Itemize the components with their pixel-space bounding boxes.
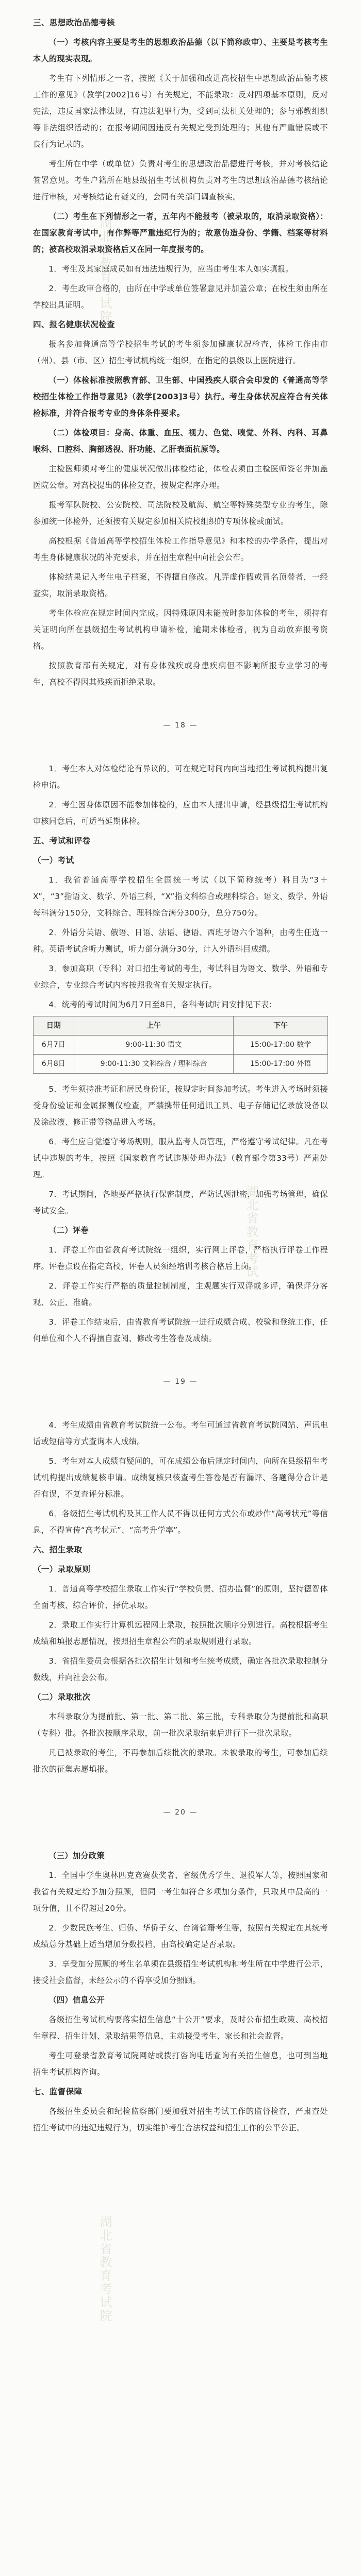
paragraph: 1．我省普通高等学校招生全国统一考试（以下简称统考）科目为“3＋X”，“3”指语文、数学、外语三科，“X”指文科综合或理科综合。语文、数学、外语每科满分150分，文科综合、理科综合满分300分，总分750分。 xyxy=(33,875,328,918)
section-heading: 四、报名健康状况检查 xyxy=(33,320,115,329)
table-header-row xyxy=(34,1016,328,1036)
section-heading: 五、考试和评卷 xyxy=(33,836,91,845)
paragraph: 考生所在中学（或单位）负责对考生的思想政治品德进行考核，并对考核结论签署意见。考生户籍所在地县级招生考试机构负责对考生的思想政治品德考核结论进行审核，对考核结论有疑义的，会同有关部门调查核实。 xyxy=(33,159,328,201)
watermark-left: 湖北省教育考试院 xyxy=(97,216,112,324)
paragraph: 本科录取分为提前批、第一批、第二批、第三批，专科录取分为提前批和高职（专科）批。各批次按顺序录取，前一批次录取结束后进行下一批次录取。 xyxy=(33,1712,328,1738)
table-cell: 9:00-11:30 语文 xyxy=(74,1036,234,1055)
table-row xyxy=(34,1036,328,1055)
table-cell: 6月7日 xyxy=(34,1036,74,1055)
paragraph: 主检医师须对考生的健康状况做出体检结论，体检表须由主检医师签名并加盖医院公章。对高校提出的体检复查，按规定程序办理。 xyxy=(33,464,328,490)
bold-paragraph: （二）考生在下列情形之一者，五年内不能报考（被录取的，取消录取资格）：在国家教育考试中，有作弊等严重违纪行为的；故意伪造身份、学籍、档案等材料的；被高校取消录取资格后又在同一年度报考的。 xyxy=(33,212,328,254)
section-heading: （一）考试 xyxy=(33,856,74,865)
section-heading: （一）录取原则 xyxy=(33,1565,91,1574)
paragraph: 报名参加普通高等学校招生考试的考生须参加健康状况检查，体检工作由市（州）、县（市、区）招生考试机构统一组织，在指定的县级以上医院进行。 xyxy=(33,340,328,365)
paragraph: 4．考生成绩由省教育考试院统一公布。考生可通过省教育考试院网站、声讯电话或短信等方式查询本人成绩。 xyxy=(33,1420,328,1446)
paragraph: 考生可登录省教育考试院网站或拨打咨询电话查询有关招生信息，也可到当地招生考试机构咨询。 xyxy=(33,2051,328,2077)
paragraph: 2．外语分英语、俄语、日语、法语、德语、西班牙语六个语种，由考生任选一种。英语考试含听力测试，听力部分满分30分，计入外语科目成绩。 xyxy=(33,928,328,954)
paragraph: 1．考生本人对体检结论有异议的，可在规定时间内向当地招生考试机构提出复检申请。 xyxy=(33,764,328,790)
bold-paragraph: （一）体检标准按照教育部、卫生部、中国残疾人联合会印发的《普通高等学校招生体检工作指导意见》（教学[2003]3号）执行。考生身体状况应符合有关体检标准，并符合报考专业的身体条件要求。 xyxy=(33,376,328,418)
page-number: — 19 — xyxy=(163,1378,198,1386)
table-row xyxy=(34,1055,328,1074)
paragraph: 6．各级招生考试机构及其工作人员不得以任何方式公布或炒作“高考状元”等信息，不得宣传“高考状元”、“高考升学率”。 xyxy=(33,1509,328,1535)
table-cell: 15:00-17:00 外语 xyxy=(234,1055,328,1074)
paragraph: 考生有下列情形之一者，按照《关于加强和改进高校招生中思想政治品德考核工作的意见》（教学[2002]16号）有关规定，不能录取：反对四项基本原则，反对宪法，违反国家法律法规，有违法犯罪行为，受到司法机关处理的；参与邪教组织等非法组织活动的；在报考期间因违反有关规定受到处理的；其他有严重错误或不良行为记录的。 xyxy=(33,74,328,149)
paragraph: 3．省招生委员会根据各批次招生计划和考生统考成绩，确定各批次录取控制分数线，并向社会公布。 xyxy=(33,1656,328,1682)
paragraph: 凡已被录取的考生，不再参加后续批次的录取。未被录取的考生，可参加后续批次的征集志愿填报。 xyxy=(33,1748,328,1774)
paragraph: 2．少数民族考生、归侨、华侨子女、台湾省籍考生等，按照有关规定在其统考成绩总分基础上适当增加分数投档，由高校确定是否录取。 xyxy=(33,1923,328,1949)
table-header-cell: 上午 xyxy=(74,1016,234,1036)
paragraph: 1．评卷工作由省教育考试院统一组织，实行网上评卷，严格执行评卷工作程序。评卷点设在指定高校，评卷人员须经培训考核合格后上岗。 xyxy=(33,1245,328,1271)
paragraph: 5．考生对本人成绩有疑问的，可在成绩公布后规定时间内，向所在县级招生考试机构提出成绩复核申请。成绩复核只核查考生答卷是否有漏评、各题得分合计是否有误，不复查评分标准。 xyxy=(33,1456,328,1499)
bold-paragraph: （三）加分政策 xyxy=(48,1851,105,1860)
bold-paragraph: （一）考核内容主要是考生的思想政治品德（以下简称政审）、主要是考核考生本人的现实表现。 xyxy=(33,38,328,63)
exam-schedule-table xyxy=(33,1016,328,1074)
paragraph: 体检结果记入考生电子档案，不得擅自修改。凡弄虚作假或冒名顶替者，一经查实，取消录取资格。 xyxy=(33,572,328,598)
section-heading: （二）录取批次 xyxy=(33,1692,91,1702)
paragraph: 2．考生政审合格的，由所在中学或单位签署意见并加盖公章；在校生须由所在学校出具证明。 xyxy=(33,284,328,310)
section-heading: 三、思想政治品德考核 xyxy=(33,18,115,27)
paragraph: 6．考生应自觉遵守考场规则，服从监考人员管理，严格遵守考试纪律。凡在考试中违规的考生，按照《国家教育考试违规处理办法》（教育部令第33号）严肃处理。 xyxy=(33,1137,328,1179)
table-cell: 15:00-17:00 数学 xyxy=(234,1036,328,1055)
paragraph: 3．参加高职（专科）对口招生考试的考生，考试科目为语文、数学、外语和专业综合，专业综合考试内容按照我省有关规定执行。 xyxy=(33,964,328,990)
paragraph: 2．评卷工作实行严格的质量控制制度，主观题实行双评或多评，确保评分客观、公正、准确。 xyxy=(33,1281,328,1307)
paragraph: 2．考生因身体原因不能参加体检的，应由本人提出申请，经县级招生考试机构审核同意后，可适当延期体检。 xyxy=(33,800,328,826)
paragraph: 各级招生委员会和纪检监察部门要加强对招生考试工作的监督检查，严肃查处招生考试中的违纪违规行为，切实维护考生合法权益和招生工作的公平公正。 xyxy=(33,2107,328,2132)
bold-paragraph: （二）体检项目：身高、体重、血压、视力、色觉、嗅觉、外科、内科、耳鼻喉科、口腔科、胸部透视、肝功能、乙肝表面抗原等。 xyxy=(33,428,328,454)
section-heading: 七、监督保障 xyxy=(33,2087,83,2096)
paragraph: 4．统考的考试时间为6月7日至8日，各科考试时间安排见下表： xyxy=(48,1000,277,1009)
page-number: — 18 — xyxy=(163,721,198,730)
paragraph: 3．评卷工作结束后，由省教育考试院统一进行成绩合成、校验和登统工作，任何单位和个人不得擅自查阅、修改考生答卷及成绩。 xyxy=(33,1317,328,1343)
paragraph: 1．全国中学生奥林匹克竞赛获奖者、省级优秀学生、退役军人等，按照国家和我省有关规定给予加分照顾，但同一考生如符合多项加分条件，只取其中最高的一项分值，且不得超过20分。 xyxy=(33,1871,328,1913)
paragraph: 各级招生考试机构要落实招生信息“十公开”要求，及时公布招生政策、高校招生章程、招生计划、录取结果等信息，主动接受考生、家长和社会监督。 xyxy=(33,2015,328,2041)
paragraph: 考生体检应在规定时间内完成。因特殊原因未能按时参加体检的考生，须持有关证明向所在县级招生考试机构申请补检，逾期未体检者，视为自动放弃报考资格。 xyxy=(33,608,328,651)
paragraph: 3．享受加分照顾的考生名单须在县级招生考试机构和考生所在中学进行公示，接受社会监督，未经公示的不得享受加分照顾。 xyxy=(33,1959,328,1985)
paragraph: 高校根据《普通高等学校招生体检工作指导意见》和本校的办学条件，提出对考生身体健康状况的补充要求，并在招生章程中向社会公布。 xyxy=(33,536,328,562)
watermark-right: 湖北省教育考试院 xyxy=(244,1185,258,1292)
paragraph: 2．录取工作实行计算机远程网上录取，按照批次顺序分别进行。高校根据考生成绩和填报志愿情况，按照招生章程公布的录取规则进行录取。 xyxy=(33,1620,328,1646)
bold-paragraph: （二）评卷 xyxy=(48,1226,89,1235)
document-body xyxy=(33,14,328,2139)
watermark-left-2: 湖北省教育考试院 xyxy=(97,2215,112,2323)
section-heading: 六、招生录取 xyxy=(33,1545,83,1554)
bold-paragraph: （四）信息公开 xyxy=(48,1995,105,2005)
paragraph: 7．考试期间，各地要严格执行保密制度，严防试题泄密，加强考场管理，确保考试安全。 xyxy=(33,1190,328,1215)
paragraph: 5．考生须持准考证和居民身份证，按规定时间参加考试。考生进入考场时须接受身份验证和金属探测仪检查，严禁携带任何通讯工具、电子存储记忆录放设备以及涂改液、修正带等物品进入考场。 xyxy=(33,1084,328,1127)
table-cell: 6月8日 xyxy=(34,1055,74,1074)
paragraph: 1．考生及其家庭成员如有违法违规行为，应当由考生本人如实填报。 xyxy=(48,264,293,274)
paragraph: 1．普通高等学校招生录取工作实行“学校负责、招办监督”的原则，坚持德智体全面考核、综合评价、择优录取。 xyxy=(33,1584,328,1610)
paragraph: 报考军队院校、公安院校、司法院校及航海、航空等特殊类型专业的考生，除参加统一体检外，还须按有关规定参加相关院校组织的专项体检或面试。 xyxy=(33,500,328,526)
page-number: — 20 — xyxy=(163,1808,198,1817)
table-cell: 9:00-11:30 文科综合 / 理科综合 xyxy=(74,1055,234,1074)
table-header-cell: 下午 xyxy=(234,1016,328,1036)
table-header-cell: 日期 xyxy=(34,1016,74,1036)
paragraph: 按照教育部有关规定，对有身体残疾或身患疾病但不影响所报专业学习的考生，高校不得因其残疾而拒绝录取。 xyxy=(33,661,328,687)
